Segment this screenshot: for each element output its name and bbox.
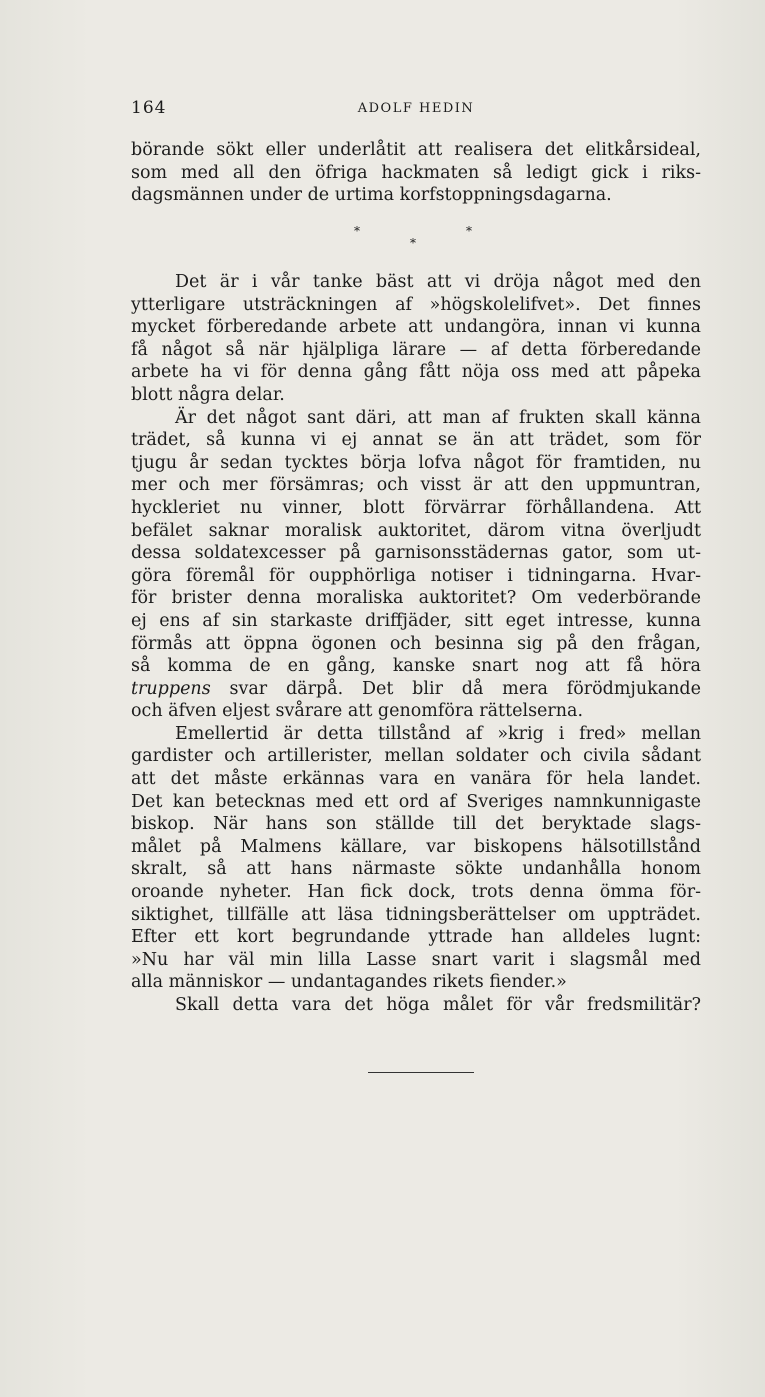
text-line: förmås att öppna ögonen och besinna sig på den frågan,	[131, 633, 701, 654]
text-line-with-italic	[131, 678, 701, 701]
text-line: hyckleriet nu vinner, blott förvärrar förhållandena. Att	[131, 497, 701, 518]
text-line: ytterligare utsträckningen af »högskolelifvet». Det finnes	[131, 294, 701, 315]
italic-word: truppens	[131, 678, 211, 699]
text-line: befälet saknar moralisk auktoritet, därom vitna överljudt	[131, 520, 701, 541]
text-line: arbete ha vi för denna gång fått nöja oss med att påpeka	[131, 362, 701, 383]
text-line: siktighet, tillfälle att läsa tidningsberättelser om uppträdet.	[131, 904, 701, 925]
text-line: göra föremål för oupphörliga notiser i tidningarna. Hvar-	[131, 565, 701, 586]
asterisk: *	[410, 236, 416, 250]
text-line: få något så när hjälpliga lärare — af detta förberedande	[131, 339, 701, 360]
text-line: att det måste erkännas vara en vanära för hela landet.	[131, 769, 701, 790]
section-separator	[330, 224, 490, 254]
asterisk: *	[466, 224, 472, 238]
text-line: gardister och artillerister, mellan soldater och civila sådant	[131, 746, 701, 767]
text-line: Efter ett kort begrundande yttrade han alldeles lugnt:	[131, 927, 701, 948]
text-line: dessa soldatexcesser på garnisonsstädernas gator, som ut-	[131, 543, 701, 564]
text-line: mycket förberedande arbete att undangöra, innan vi kunna	[131, 317, 701, 338]
continued-paragraph	[131, 139, 701, 207]
text-line: Det kan betecknas med ett ord af Sveriges namnkunnigaste	[131, 791, 701, 812]
page-number: 164	[131, 98, 167, 118]
body-text	[131, 271, 701, 1017]
page-header	[131, 98, 701, 122]
text-line: mer och mer försämras; och visst är att den uppmuntran,	[131, 475, 701, 496]
text-line: biskop. När hans son ställde till det beryktade slags-	[131, 814, 701, 835]
text-line: så komma de en gång, kanske snart nog att få höra	[131, 656, 701, 677]
text-line: oroande nyheter. Han fick dock, trots denna ömma för-	[131, 882, 701, 903]
text-line: för brister denna moraliska auktoritet? Om vederbörande	[131, 588, 701, 609]
text-line: och äfven eljest svårare att genomföra rättelserna.	[131, 701, 584, 722]
text-line: ej ens af sin starkaste driffjäder, sitt eget intresse, kunna	[131, 610, 701, 631]
text-line: Det är i vår tanke bäst att vi dröja något med den	[175, 272, 701, 292]
end-rule	[368, 1072, 474, 1073]
text-line: som med all den öfriga hackmaten så ledigt gick i riks-	[131, 162, 701, 183]
text-line: skralt, så att hans närmaste sökte undanhålla honom	[131, 859, 701, 880]
asterisk: *	[354, 224, 360, 238]
running-head: ADOLF HEDIN	[357, 101, 475, 116]
text-line: »Nu har väl min lilla Lasse snart varit i slagsmål med	[131, 949, 701, 970]
text-line: tjugu år sedan tycktes börja lofva något för framtiden, nu	[131, 452, 701, 473]
text-line: Emellertid är detta tillstånd af »krig i fred» mellan	[175, 723, 701, 744]
text-line: målet på Malmens källare, var biskopens hälsotillstånd	[131, 836, 701, 857]
text-line: blott några delar.	[131, 384, 285, 405]
text-fragment: svar därpå. Det blir då mera förödmjukande	[229, 678, 701, 699]
text-line: dagsmännen under de urtima korfstoppningsdagarna.	[131, 185, 612, 206]
text-line: börande sökt eller underlåtit att realisera det elitkårsideal,	[131, 140, 701, 160]
text-line: Skall detta vara det höga målet för vår fredsmilitär?	[175, 995, 701, 1015]
text-line: alla människor — undantagandes rikets fiender.»	[131, 972, 567, 993]
text-line: trädet, så kunna vi ej annat se än att trädet, som för	[131, 430, 701, 451]
text-line: Är det något sant däri, att man af frukten skall känna	[175, 407, 701, 428]
